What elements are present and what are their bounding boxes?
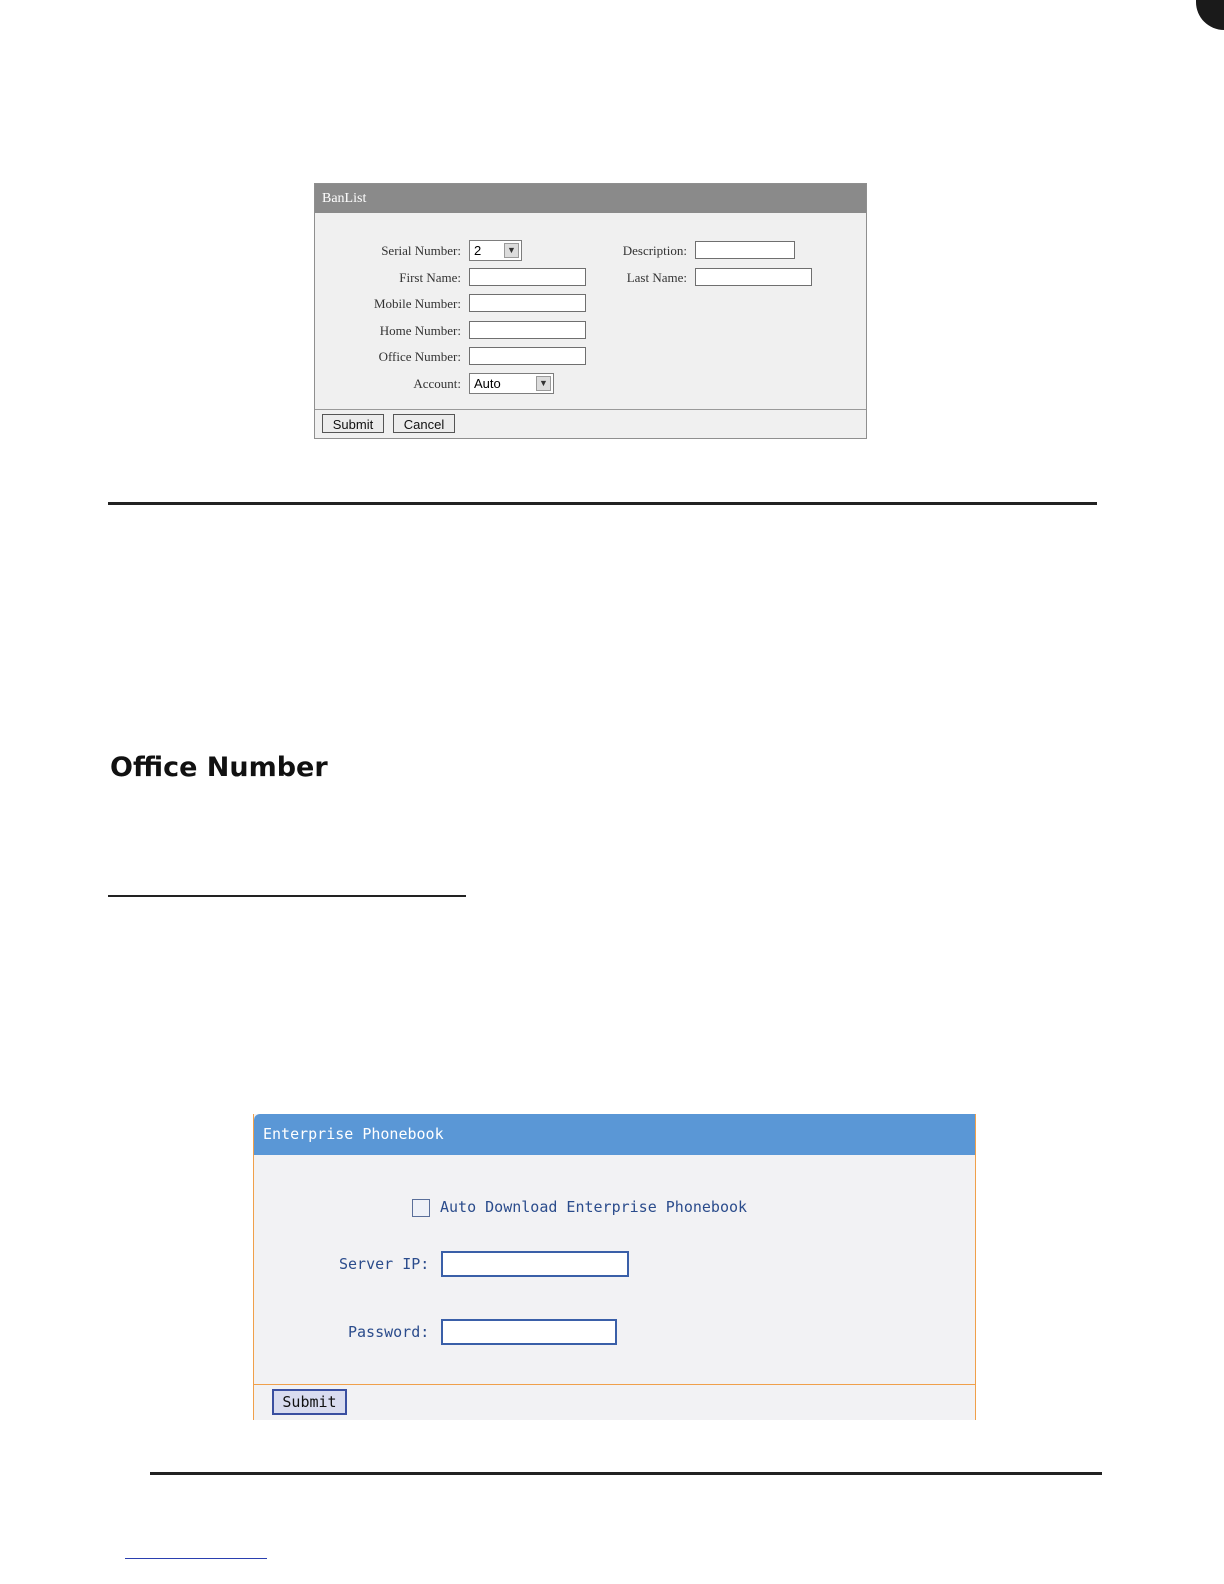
enterprise-phonebook-footer [254, 1385, 975, 1421]
auto-download-checkbox[interactable] [412, 1199, 430, 1217]
password-label: Password: [348, 1323, 430, 1341]
chevron-down-icon[interactable]: ▼ [504, 243, 519, 258]
serial-number-select[interactable] [469, 240, 522, 261]
home-number-input[interactable] [469, 321, 586, 339]
banlist-form [315, 213, 866, 409]
footer-divider [150, 1472, 1102, 1475]
last-name-input[interactable] [695, 268, 812, 286]
enterprise-phonebook-panel [253, 1114, 976, 1420]
last-name-label: Last Name: [626, 270, 687, 285]
cancel-button[interactable]: Cancel [393, 414, 455, 433]
footer-link-underline [125, 1558, 267, 1559]
account-value: Auto [474, 376, 501, 391]
serial-number-value: 2 [474, 243, 482, 258]
serial-number-label: Serial Number: [381, 243, 461, 258]
chevron-down-icon[interactable]: ▼ [536, 376, 551, 391]
enterprise-phonebook-form [254, 1155, 975, 1385]
office-number-label: Office Number: [378, 349, 461, 364]
page-edge-tab [1196, 0, 1224, 30]
first-name-label: First Name: [399, 270, 461, 285]
section-divider [108, 502, 1097, 505]
mobile-number-input[interactable] [469, 294, 586, 312]
description-label: Description: [622, 243, 687, 258]
account-select[interactable] [469, 373, 554, 394]
banlist-title: BanList [315, 184, 866, 213]
mobile-number-label: Mobile Number: [373, 296, 461, 311]
first-name-input[interactable] [469, 268, 586, 286]
auto-download-label: Auto Download Enterprise Phonebook [440, 1198, 748, 1216]
home-number-label: Home Number: [379, 323, 461, 338]
banlist-panel [314, 183, 867, 439]
banlist-footer [315, 409, 866, 439]
sub-divider [108, 895, 466, 897]
server-ip-label: Server IP: [339, 1255, 430, 1273]
account-label: Account: [413, 376, 461, 391]
server-ip-input[interactable] [441, 1251, 629, 1277]
office-number-input[interactable] [469, 347, 586, 365]
submit-button[interactable]: Submit [272, 1389, 347, 1415]
section-heading: Office Number [110, 752, 328, 783]
description-input[interactable] [695, 241, 795, 259]
password-input[interactable] [441, 1319, 617, 1345]
enterprise-phonebook-title: Enterprise Phonebook [254, 1114, 975, 1155]
submit-button[interactable]: Submit [322, 414, 384, 433]
